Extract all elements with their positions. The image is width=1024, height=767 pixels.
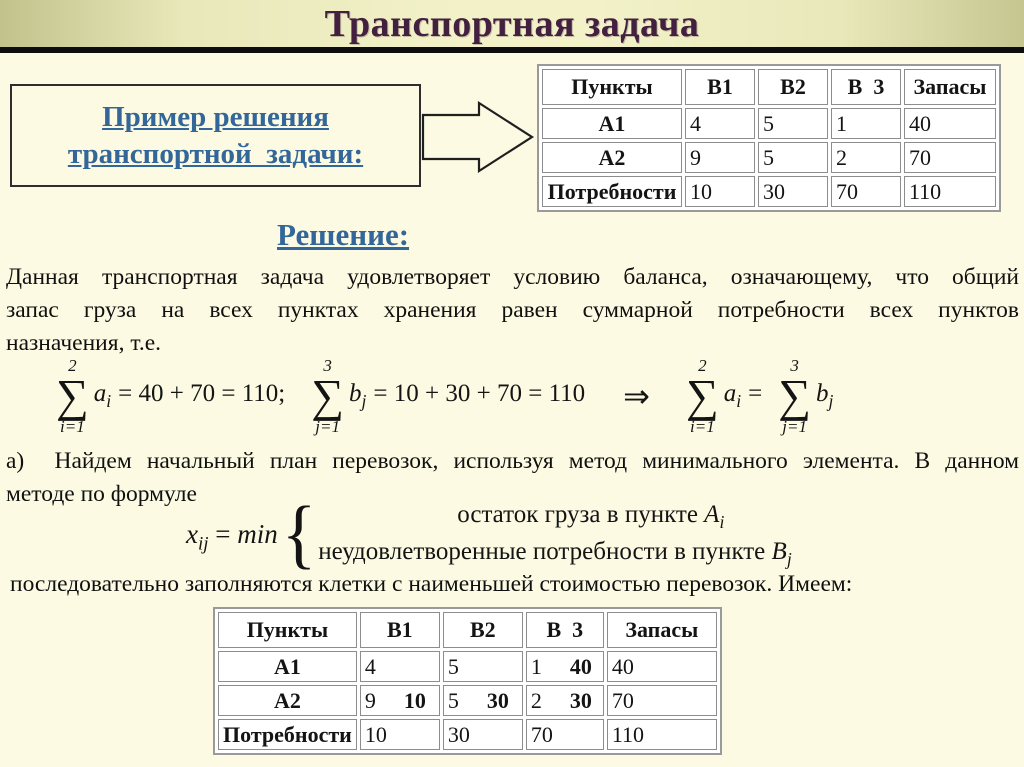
row-label: А2 — [542, 142, 682, 173]
header-cell: В 3 — [831, 69, 901, 105]
sum-lower-limit: i=1 — [690, 416, 715, 436]
page-title: Транспортная задача — [324, 2, 700, 45]
sum-group-demands-short: 3 ∑ j=1 $b_j$ — [778, 356, 834, 436]
cost-cell: 1 — [831, 108, 901, 139]
cost-cell: 5 — [758, 108, 828, 139]
row-label: Потребности — [218, 719, 357, 750]
min-case-supply: остаток груза в пункте $A_i$ — [457, 501, 725, 532]
sigma-symbol: ∑ — [685, 370, 719, 422]
implies-symbol: ⇒ — [623, 378, 650, 414]
sum-upper-limit: 2 — [698, 356, 707, 376]
balance-formula — [56, 350, 996, 442]
example-callout-box — [10, 84, 421, 187]
sigma-symbol: ∑ — [311, 370, 345, 422]
row-label: Потребности — [542, 176, 682, 207]
sigma-symbol: ∑ — [778, 370, 812, 422]
allocation-value: 30 — [486, 687, 509, 713]
arrow-right-icon — [421, 100, 535, 174]
demand-cell: 30 — [443, 719, 523, 750]
example-box-line2: транспортной задачи: — [67, 137, 364, 170]
formula-variable: x — [186, 518, 198, 549]
supply-cell: 40 — [904, 108, 996, 139]
demand-cell: 70 — [526, 719, 604, 750]
table-row — [218, 651, 717, 682]
table-row — [542, 142, 996, 173]
header-cell: В 3 — [526, 612, 604, 648]
cost-cell: 4 — [360, 651, 440, 682]
row-label: А1 — [218, 651, 357, 682]
curly-brace: { — [281, 489, 317, 577]
paragraph-fill: последовательно заполняются клетки с наименьшей стоимостью перевозок. Имеем: — [10, 571, 853, 597]
total-cell: 110 — [607, 719, 717, 750]
table-row — [218, 685, 717, 716]
demand-cell: 30 — [758, 176, 828, 207]
supply-cell: 70 — [904, 142, 996, 173]
paragraph-line: Данная транспортная задача удовлетворяет условию баланса, означающему, что общий — [6, 264, 1019, 290]
header-cell: В1 — [685, 69, 755, 105]
table-row — [542, 176, 996, 207]
cost-cell: 1 40 — [526, 651, 604, 682]
sum-group-supplies: 2 ∑ i=1 $a_i = 40 + 70 = 110$; — [56, 356, 286, 436]
allocation-value: 10 — [403, 687, 426, 713]
supply-cell: 40 — [607, 651, 717, 682]
table-row — [218, 719, 717, 750]
cost-cell: 5 30 — [443, 685, 523, 716]
header-cell: Запасы — [904, 69, 996, 105]
header-cell: В2 — [443, 612, 523, 648]
header-cell: Запасы — [607, 612, 717, 648]
sum-upper-limit: 3 — [323, 356, 332, 376]
paragraph-balance — [6, 261, 1019, 360]
table-header-row — [542, 69, 996, 105]
paragraph-line: а) Найдем начальный план перевозок, используя метод минимального элемента. В данном — [6, 448, 1019, 474]
supply-cell: 70 — [607, 685, 717, 716]
table-row — [542, 108, 996, 139]
initial-plan-table — [213, 607, 722, 755]
allocation-value: 40 — [569, 653, 592, 679]
solution-heading: Решение: — [277, 217, 410, 252]
sum-lower-limit: j=1 — [782, 416, 807, 436]
cost-cell: 5 — [443, 651, 523, 682]
cost-cell: 9 — [685, 142, 755, 173]
paragraph-line: назначения, т.е. — [6, 330, 161, 356]
row-label: А2 — [218, 685, 357, 716]
header-cell: Пункты — [218, 612, 357, 648]
sum-upper-limit: 3 — [790, 356, 799, 376]
table-header-row — [218, 612, 717, 648]
initial-data-table — [537, 64, 1001, 212]
sum-group-demands: 3 ∑ j=1 $b_j = 10 + 30 + 70 = 110$ — [311, 356, 586, 436]
title-bar — [0, 0, 1024, 47]
min-element-formula: $x_{ij} = \min$ { остаток груза в пункте $A_i$ неудовлетворенные потребности в пункте $B_j$ — [186, 503, 863, 571]
paragraph-line: запас груза на всех пунктах хранения равен суммарной потребности всех пунктов — [6, 297, 1019, 323]
title-divider-rule — [0, 47, 1024, 53]
header-cell: Пункты — [542, 69, 682, 105]
demand-cell: 10 — [685, 176, 755, 207]
sum-lower-limit: i=1 — [60, 416, 85, 436]
sum-group-supplies-short: 2 ∑ i=1 $a_i$ = — [685, 356, 763, 436]
cost-cell: 5 — [758, 142, 828, 173]
example-box-line1: Пример решения — [102, 100, 329, 133]
total-cell: 110 — [904, 176, 996, 207]
cost-cell: 2 30 — [526, 685, 604, 716]
allocation-value: 30 — [569, 687, 592, 713]
header-cell: В1 — [360, 612, 440, 648]
cost-cell: 4 — [685, 108, 755, 139]
min-case-demand: неудовлетворенные потребности в пункте $B_j$ — [318, 538, 792, 569]
paragraph-line: методе по формуле — [6, 481, 197, 507]
demand-cell: 10 — [360, 719, 440, 750]
row-label: А1 — [542, 108, 682, 139]
sigma-symbol: ∑ — [56, 370, 89, 422]
cost-cell: 9 10 — [360, 685, 440, 716]
header-cell: В2 — [758, 69, 828, 105]
demand-cell: 70 — [831, 176, 901, 207]
sum-upper-limit: 2 — [68, 356, 77, 376]
cost-cell: 2 — [831, 142, 901, 173]
sum-lower-limit: j=1 — [315, 416, 340, 436]
